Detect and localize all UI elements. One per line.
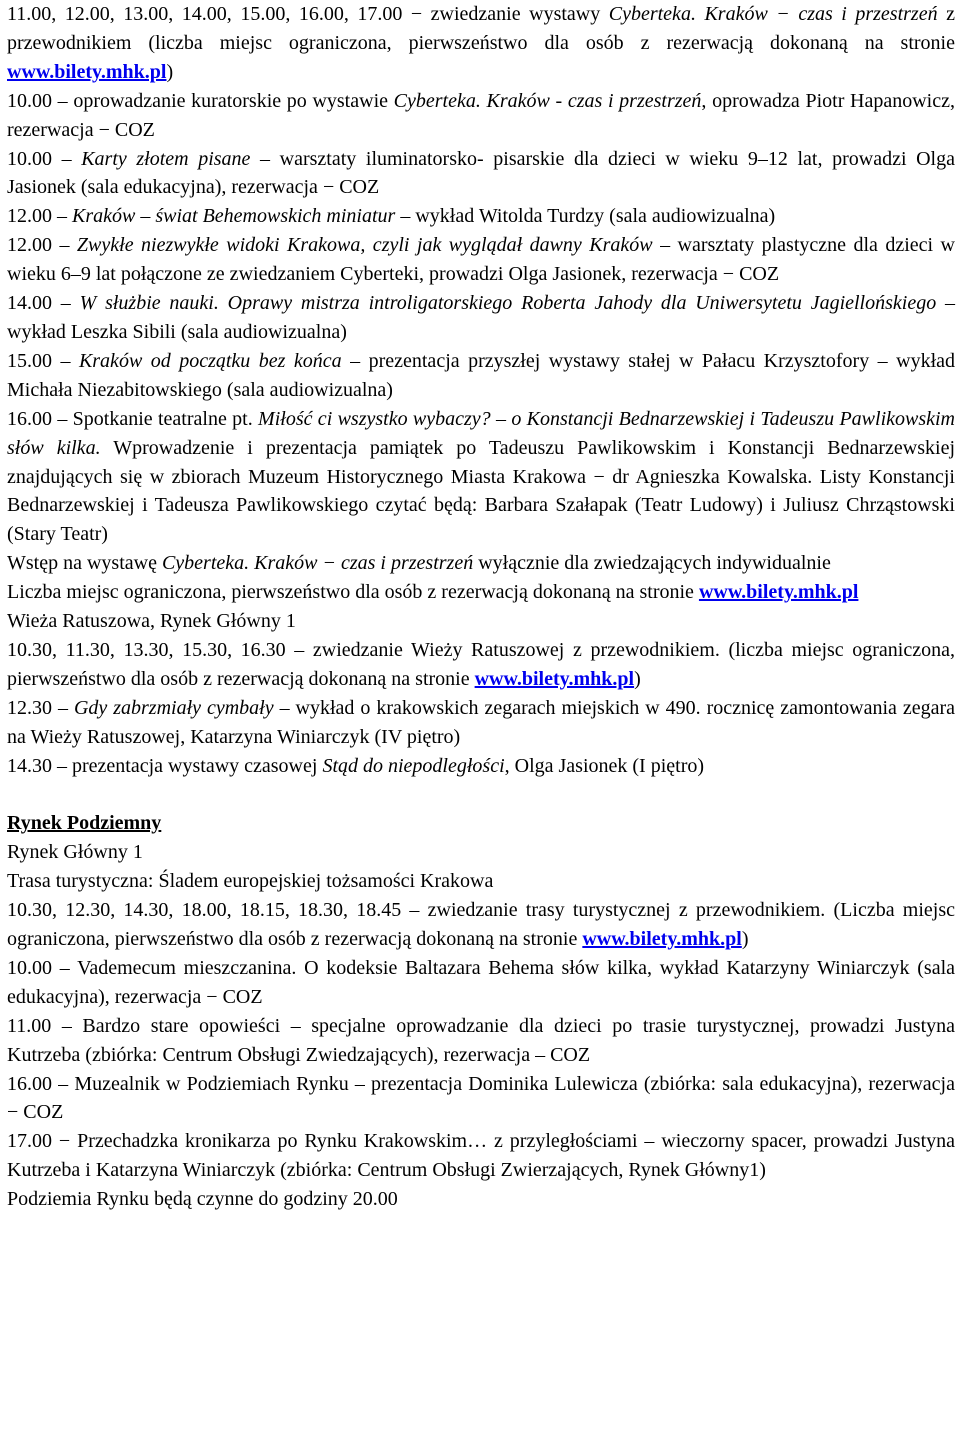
note-wystawa-entry [7,549,955,578]
italic-title: Kraków – świat Behemowskich miniatur [72,205,396,228]
text-run: 10.30, 12.30, 14.30, 18.00, 18.15, 18.30, 18.45 – zwiedzanie trasy turystycznej z przewodnikiem. (Liczba miejsc ograniczona, pierwszeństwo dla osób z rezerwacją dokonaną na stronie [7,899,955,950]
event-rynek-2 [7,954,955,1012]
section-heading-rynek-podziemny: Rynek Podziemny [7,812,162,835]
document-page [7,0,955,1214]
text-run: z przewodnikiem (liczba miejsc ograniczona, pierwszeństwo dla osób z rezerwacją dokonaną na stronie [7,3,955,54]
text-run: – wykład Leszka Sibili (sala audiowizualna) [7,292,956,343]
text-run: 16.00 – Spotkanie teatralne pt. [7,407,259,430]
text-run: 12.00 – [7,234,77,257]
bilety-link[interactable]: www.bilety.mhk.pl [474,667,635,690]
event-rynek-5 [7,1127,955,1185]
text-run: 11.00, 12.00, 13.00, 14.00, 15.00, 16.00, 17.00 − zwiedzanie wystawy [7,3,609,25]
text-run: 10.00 – [7,147,82,170]
event-wystawa-1 [7,0,955,87]
text-run: – prezentacja przyszłej wystawy stałej w Pałacu Krzysztofory – wykład Michała Niezabitowskiego (sala audiowizualna) [7,349,955,401]
rynek-address: Rynek Główny 1 [7,841,143,864]
text-run: Liczba miejsc ograniczona, pierwszeństwo dla osób z rezerwacją dokonaną na stronie [7,581,699,604]
bilety-link[interactable]: www.bilety.mhk.pl [582,927,742,950]
event-wieza-1 [7,636,955,694]
text-run: 10.00 – Vademecum mieszczanina. O kodeksie Baltazara Behema słów kilka, wykład Katarzyny Winiarczyk (sala edukacyjna), rezerwacja − COZ [7,956,955,1008]
italic-title: Cyberteka. Kraków − czas i przestrzeń [608,3,938,25]
text-run: ) [166,60,174,83]
text-run: Wstęp na wystawę [7,552,162,575]
text-run: 12.00 – [7,205,72,228]
note-wystawa-reservation [7,578,955,607]
italic-title: Miłość ci wszystko wybaczy? – o Konstancji Bednarzewskiej i Tadeuszu Pawlikowskim słów kilka. [7,407,956,459]
text-run: , Olga Jasionek (I piętro) [504,754,705,777]
section-title-wieza: Wieża Ratuszowa, Rynek Główny 1 [7,610,296,633]
text-run: 14.30 – prezentacja wystawy czasowej [7,754,323,777]
text-run: ) [741,927,749,950]
event-wieza-2 [7,694,955,752]
italic-title: Cyberteka. Kraków - czas i przestrzeń [393,89,702,112]
italic-title: Zwykłe niezwykłe widoki Krakowa, czyli jak wyglądał dawny Kraków [76,234,653,257]
event-wystawa-3 [7,145,955,203]
italic-title: Cyberteka. Kraków − czas i przestrzeń [161,552,474,575]
rynek-closing-note: Podziemia Rynku będą czynne do godziny 20.00 [7,1188,398,1211]
text-run: Wprowadzenie i prezentacja pamiątek po Tadeuszu Pawlikowskim i Konstancji Bednarzewskiej znajdujących się w zbiorach Muzeum Historycznego Miasta Krakowa − dr Agnieszka Kowalska. Listy Konstancji Bednarzewskiej i Tadeusza Pawlikowskiego czytać będą: Barbara Szałapak (Teatr Ludowy) i Juliusz Chrząstowski (Stary Teatr) [7,436,955,546]
bilety-link[interactable]: www.bilety.mhk.pl [7,60,167,83]
text-run: 10.00 – oprowadzanie kuratorskie po wystawie [7,89,394,112]
event-wystawa-8 [7,405,955,550]
text-run: 12.30 – [7,696,74,719]
event-rynek-1 [7,896,955,954]
text-run: ) [634,667,641,690]
event-rynek-3 [7,1012,955,1070]
section-spacer [7,780,955,809]
bilety-link[interactable]: www.bilety.mhk.pl [698,581,859,604]
text-run: 15.00 – [7,349,79,372]
text-run: 10.30, 11.30, 13.30, 15.30, 16.30 – zwiedzanie Wieży Ratuszowej z przewodnikiem. (liczba miejsc ograniczona, pierwszeństwo dla osób z rezerwacją dokonaną na stronie [7,638,955,690]
italic-title: Gdy zabrzmiały cymbały [73,696,274,719]
italic-title: W służbie nauki. Oprawy mistrza introligatorskiego Roberta Jahody dla Uniwersytetu Jagiellońskiego [79,292,937,315]
text-run: 14.00 – [7,292,80,315]
text-run: 16.00 – Muzealnik w Podziemiach Rynku – prezentacja Dominika Lulewicza (zbiórka: sala edukacyjna), rezerwacja − COZ [7,1072,955,1124]
text-run: – wykład Witolda Turdzy (sala audiowizualna) [395,205,776,228]
italic-title: Stąd do niepodległości [322,754,505,777]
text-run: , oprowadza Piotr Hapanowicz, rezerwacja − COZ [7,89,955,141]
event-wieza-3 [7,752,955,781]
event-wystawa-5 [7,231,955,289]
event-wystawa-7 [7,347,955,405]
text-run: – warsztaty iluminatorsko- pisarskie dla dzieci w wieku 9–12 lat, prowadzi Olga Jasionek (sala edukacyjna), rezerwacja − COZ [7,147,955,199]
italic-title: Karty złotem pisane [81,147,251,170]
text-run: 11.00 – Bardzo stare opowieści – specjalne oprowadzanie dla dzieci po trasie turystycznej, prowadzi Justyna Kutrzeba (zbiórka: Centrum Obsługi Zwiedzających), rezerwacja – COZ [7,1014,955,1066]
italic-title: Kraków od początku bez końca [78,349,342,372]
text-run: – warsztaty plastyczne dla dzieci w wieku 6–9 lat połączone ze zwiedzaniem Cyberteki, prowadzi Olga Jasionek, rezerwacja − COZ [7,234,956,286]
event-wystawa-2 [7,87,955,145]
event-wystawa-4 [7,202,955,231]
event-wystawa-6 [7,289,955,347]
event-rynek-4 [7,1070,955,1128]
rynek-route: Trasa turystyczna: Śladem europejskiej tożsamości Krakowa [7,870,494,893]
text-run: 17.00 − Przechadzka kronikarza po Rynku Krakowskim… z przyległościami – wieczorny spacer, prowadzi Justyna Kutrzeba i Katarzyna Winiarczyk (zbiórka: Centrum Obsługi Zwierzających, Rynek Główny1) [7,1130,955,1182]
text-run: wyłącznie dla zwiedzających indywidualnie [473,552,831,575]
text-run: – wykład o krakowskich zegarach miejskich w 490. rocznicę zamontowania zegara na Wieży Ratuszowej, Katarzyna Winiarczyk (IV piętro) [7,696,956,748]
